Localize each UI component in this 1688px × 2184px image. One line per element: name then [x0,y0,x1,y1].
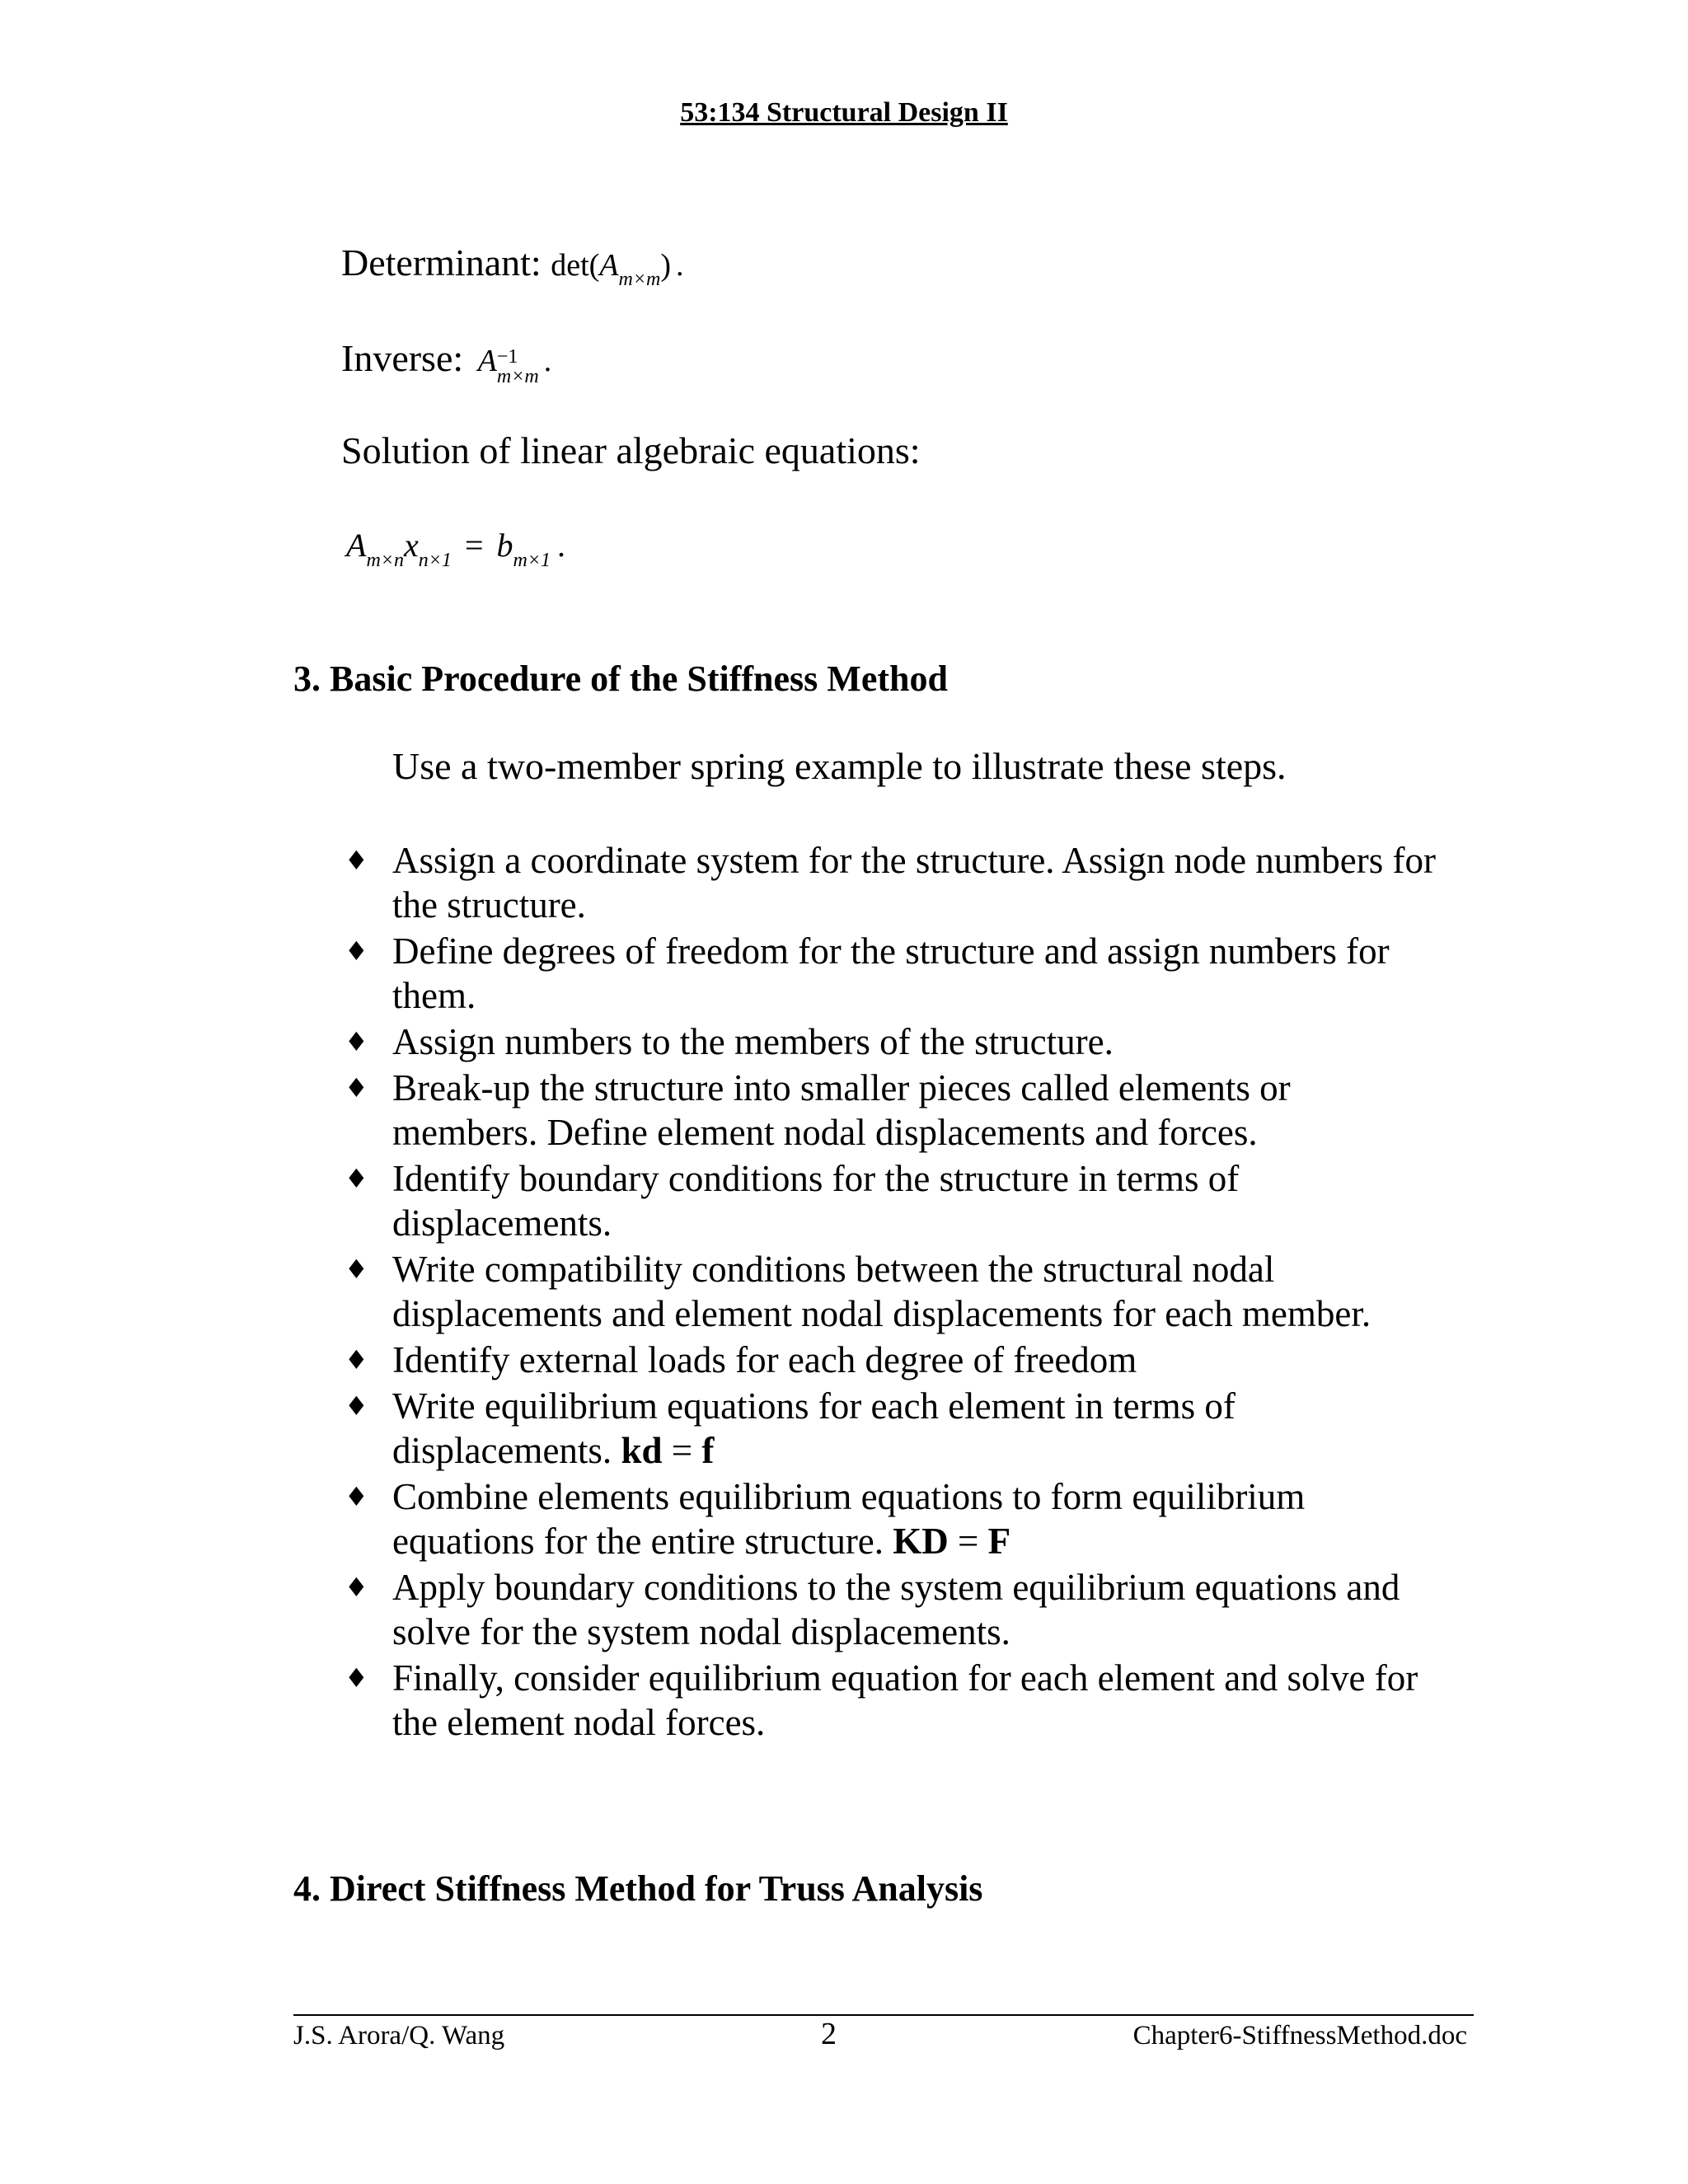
eq-x-subscript: n×1 [418,550,452,571]
inverse-subscript: m×m [496,366,539,388]
diamond-bullet-icon: ♦ [345,935,368,967]
eq-b-subscript: m×1 [513,550,551,571]
diamond-bullet-icon: ♦ [345,1026,368,1057]
determinant-expression [551,248,684,290]
diamond-bullet-icon: ♦ [345,845,368,876]
inverse-sub-sup [497,347,539,387]
eq-matrix-A: A [346,527,367,564]
element-stiffness-eq-lhs: kd [621,1430,663,1471]
list-item [345,1656,1441,1745]
eq-A-subscript: m×n [366,550,404,571]
det-matrix-symbol: A [599,248,619,283]
linear-equation [346,526,566,571]
diamond-bullet-icon: ♦ [345,1481,368,1512]
element-stiffness-eq-sign: = [671,1430,693,1471]
bullet-text: Define degrees of freedom for the structure and assign numbers for them. [392,930,1390,1016]
list-item [345,1247,1441,1336]
eq-vector-x: x [403,527,419,564]
diamond-bullet-icon: ♦ [345,1390,368,1422]
structure-stiffness-eq-rhs: F [987,1521,1011,1562]
det-func: det( [551,248,600,283]
footer-filename: Chapter6-StiffnessMethod.doc [1132,2021,1467,2050]
footer-divider [293,2014,1474,2016]
inverse-expression [477,344,552,388]
bullet-text: Assign numbers to the members of the structure. [392,1021,1114,1062]
section-4-heading: 4. Direct Stiffness Method for Truss Analysis [293,1868,983,1909]
section-3-heading: 3. Basic Procedure of the Stiffness Method [293,658,948,699]
diamond-bullet-icon: ♦ [345,1344,368,1376]
bullet-text: Write compatibility conditions between the structural nodal displacements and element nodal displacements for each member. [392,1249,1372,1334]
page-header-title: 53:134 Structural Design II [680,97,1008,128]
diamond-bullet-icon: ♦ [345,1163,368,1194]
element-stiffness-eq-rhs: f [701,1430,715,1471]
bullet-text: Combine elements equilibrium equations to form equilibrium equations for the entire structure. [392,1476,1306,1562]
list-item [345,1156,1441,1245]
eq-vector-b: b [496,527,513,564]
bullet-text: Identify boundary conditions for the structure in terms of displacements. [392,1158,1240,1244]
diamond-bullet-icon: ♦ [345,1662,368,1694]
det-close-paren: ) [660,248,672,283]
inverse-superscript: −1 [496,346,518,368]
list-item [345,1474,1441,1563]
diamond-bullet-icon: ♦ [345,1254,368,1285]
page-number: 2 [821,2017,837,2051]
bullet-text: Apply boundary conditions to the system equilibrium equations and solve for the system nodal displacements. [392,1567,1400,1652]
list-item [345,929,1441,1018]
inverse-label: Inverse: [341,337,464,379]
diamond-bullet-icon: ♦ [345,1072,368,1104]
bullet-text: Finally, consider equilibrium equation for each element and solve for the element nodal forces. [392,1657,1418,1743]
inverse-line [341,336,552,388]
det-matrix-subscript: m×m [618,269,661,290]
procedure-bullet-list [345,838,1441,1745]
section-3-intro: Use a two-member spring example to illustrate these steps. [392,745,1287,787]
bullet-text: Identify external loads for each degree of freedom [392,1339,1137,1380]
bullet-text: Write equilibrium equations for each element in terms of displacements. [392,1385,1236,1471]
structure-stiffness-eq-lhs: KD [893,1521,949,1562]
list-item [345,1066,1441,1155]
list-item [345,1384,1441,1473]
eq-equals: = [464,527,484,564]
list-item [345,1338,1441,1382]
solution-label: Solution of linear algebraic equations: [341,429,921,471]
list-item [345,838,1441,927]
eq-period: . [557,527,566,564]
inverse-period: . [543,344,552,378]
footer-authors: J.S. Arora/Q. Wang [293,2021,505,2050]
diamond-bullet-icon: ♦ [345,1572,368,1603]
determinant-line [341,241,684,290]
bullet-text: Break-up the structure into smaller pieces called elements or members. Define element nodal displacements and forces. [392,1067,1291,1153]
list-item [345,1019,1441,1064]
determinant-label: Determinant: [341,241,542,284]
bullet-text: Assign a coordinate system for the structure. Assign node numbers for the structure. [392,840,1436,926]
list-item [345,1565,1441,1654]
structure-stiffness-eq-sign: = [958,1521,979,1562]
inverse-matrix-symbol: A [477,344,497,378]
det-period: . [676,248,684,283]
